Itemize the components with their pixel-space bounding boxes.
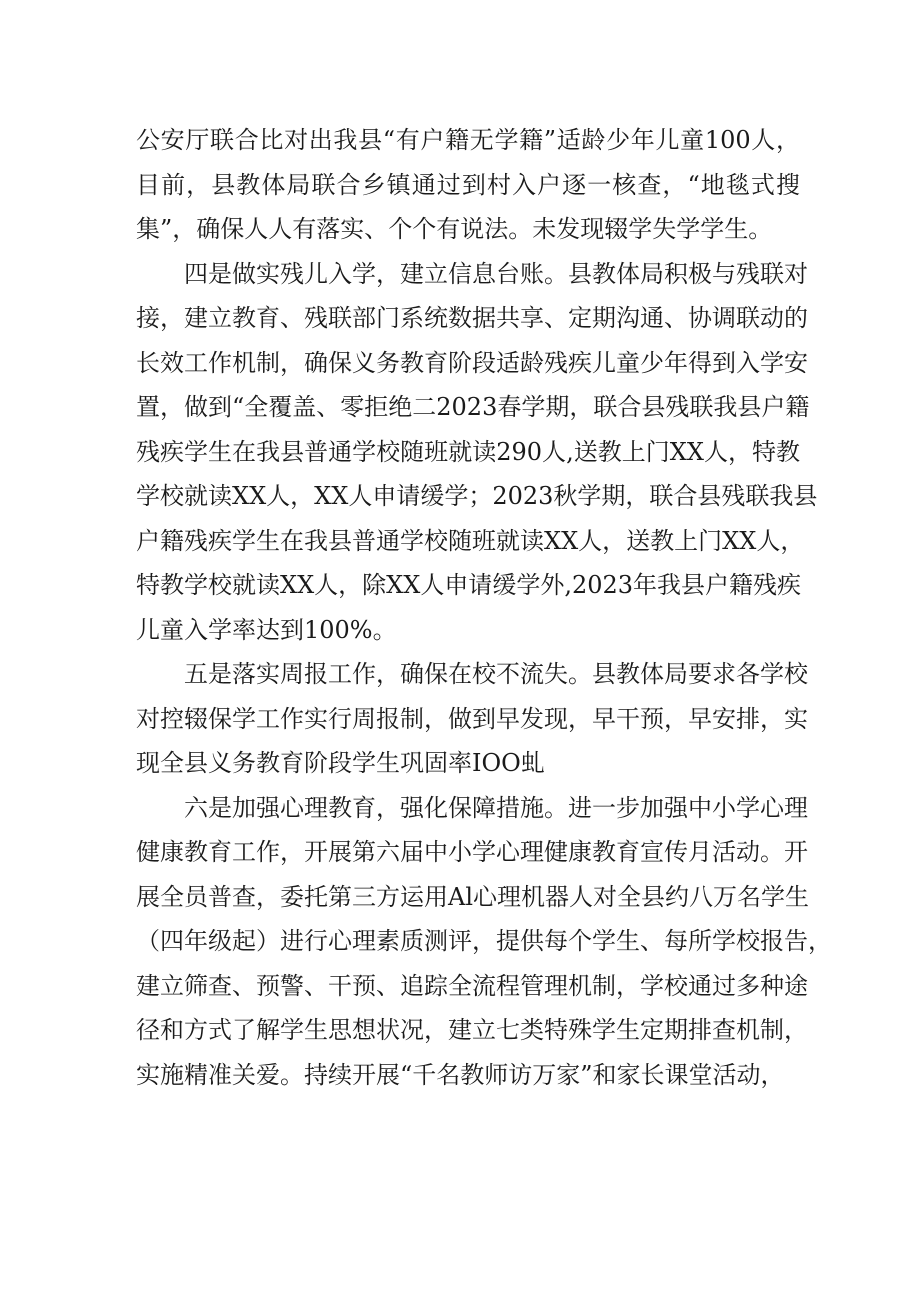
text-line: 建立筛查、预警、干预、追踪全流程管理机制，学校通过多种途	[136, 971, 808, 1000]
document-body	[136, 118, 832, 1097]
text-line: 五是落实周报工作，确保在校不流失。县教体局要求各学校	[184, 660, 808, 688]
text-line: 置，做到“全覆盖、零拒绝二2023春学期，联合县残联我县户籍	[136, 393, 810, 421]
text-line: 目前，县教体局联合乡镇通过到村入户逐一核查，“地毯式搜	[136, 170, 800, 199]
text-line: 特教学校就读XX人，除XX人申请缓学外,2023年我县户籍残疾	[136, 571, 802, 599]
text-line: 公安厅联合比对出我县“有户籍无学籍”适龄少年儿童100人，	[136, 126, 800, 154]
text-line: 实施精准关爱。持续开展“千名教师访万家”和家长课堂活动，	[136, 1060, 785, 1089]
paragraph-continuation	[136, 118, 800, 252]
text-line: 对控辍保学工作实行周报制，做到早发现，早干预，早安排，实	[136, 704, 808, 733]
text-line: 四是做实残儿入学，建立信息台账。县教体局积极与残联对	[184, 259, 808, 288]
text-line: 现全县义务教育阶段学生巩固率IOO虬	[136, 749, 545, 777]
text-line: 学校就读XX人，XX人申请缓学；2023秋学期，联合县残联我县	[136, 482, 818, 510]
text-line: 健康教育工作，开展第六届中小学心理健康教育宣传月活动。开	[136, 838, 808, 866]
paragraph-point-four	[136, 252, 818, 653]
text-line: 长效工作机制，确保义务教育阶段适龄残疾儿童少年得到入学安	[136, 348, 808, 377]
text-line: 集”，确保人人有落实、个个有说法。未发现辍学失学学生。	[136, 215, 773, 243]
text-line: 户籍残疾学生在我县普通学校随班就读XX人，送教上门XX人，	[136, 526, 805, 555]
text-line: 残疾学生在我县普通学校随班就读290人,送教上门XX人，特教	[136, 437, 800, 466]
text-line: （四年级起）进行心理素质测评，提供每个学生、每所学校报告，	[136, 927, 832, 955]
text-line: 展全员普查，委托第三方运用Al心理机器人对全县约八万名学生	[136, 882, 810, 911]
text-line: 六是加强心理教育，强化保障措施。进一步加强中小学心理	[184, 793, 808, 822]
paragraph-point-five	[136, 652, 808, 786]
text-line: 接，建立教育、残联部门系统数据共享、定期沟通、协调联动的	[136, 304, 808, 332]
text-line: 儿童入学率达到100%。	[136, 615, 397, 644]
paragraph-point-six	[136, 786, 832, 1098]
text-line: 径和方式了解学生思想状况，建立七类特殊学生定期排查机制，	[136, 1016, 808, 1044]
